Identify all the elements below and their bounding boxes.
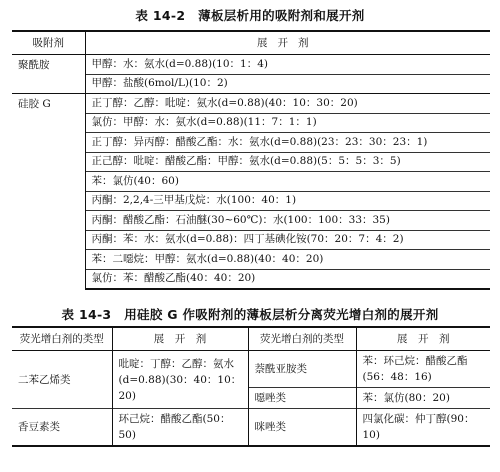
- table-header-row: [12, 31, 490, 55]
- header-type-right: 荧光增白剂的类型: [248, 327, 356, 351]
- developer-cell: 丙酮：2,2,4-三甲基戊烷：水(100：40：1): [85, 191, 490, 211]
- solvent-cell: 苯：环己烷：醋酸乙酯(56：48：16): [356, 351, 490, 388]
- developer-cell: 氯仿：甲醇：水：氨水(d=0.88)(11：7：1：1): [85, 113, 490, 133]
- table-row: [12, 409, 490, 447]
- adsorbent-cell: 聚酰胺: [12, 55, 85, 94]
- developer-cell: 苯：氯仿(40：60): [85, 172, 490, 192]
- solvent-cell: 四氯化碳：仲丁醇(90：10): [356, 409, 490, 447]
- table-14-3: [12, 326, 490, 447]
- solvent-cell: 环己烷：醋酸乙酯(50：50): [112, 409, 248, 447]
- developer-cell: 丙酮：醋酸乙酯：石油醚(30~60℃)：水(100：100：33：35): [85, 211, 490, 231]
- developer-cell: 氯仿：苯：醋酸乙酯(40：40：20): [85, 269, 490, 289]
- header-type-left: 荧光增白剂的类型: [12, 327, 112, 351]
- developer-cell: 正丁醇：异丙醇：醋酸乙酯：水：氨水(d=0.88)(23：23：30：23：1): [85, 133, 490, 153]
- developer-cell: 正己醇：吡啶：醋酸乙酯：甲醇：氨水(d=0.88)(5：5：5：3：5): [85, 152, 490, 172]
- developer-cell: 甲醇：盐酸(6mol/L)(10：2): [85, 74, 490, 94]
- table-header-row: [12, 327, 490, 351]
- type-cell: 香豆素类: [12, 409, 112, 447]
- table-row: [12, 55, 490, 75]
- solvent-cell: 苯：氯仿(80：20): [356, 388, 490, 409]
- type-cell: 二苯乙烯类: [12, 351, 112, 409]
- table-14-2: [12, 30, 490, 290]
- developer-cell: 甲醇：水：氨水(d=0.88)(10：1：4): [85, 55, 490, 75]
- solvent-cell: 吡啶：丁醇：乙醇：氨水(d=0.88)(30：40：10：20): [112, 351, 248, 409]
- table-14-3-title: 表 14-3 用硅胶 G 作吸附剂的薄板层析分离荧光增白剂的展开剂: [61, 307, 439, 322]
- table-row: [12, 351, 490, 388]
- developer-cell: 苯：二噁烷：甲醇：氨水(d=0.88)(40：40：20): [85, 250, 490, 270]
- type-cell: 咪唑类: [248, 409, 356, 447]
- type-cell: 萘酰亚胺类: [248, 351, 356, 388]
- header-solvent-right: 展 开 剂: [356, 327, 490, 351]
- adsorbent-cell: 硅胶 G: [12, 94, 85, 290]
- header-adsorbent: 吸附剂: [12, 31, 85, 55]
- developer-cell: 正丁醇：乙醇：吡啶：氨水(d=0.88)(40：10：30：20): [85, 94, 490, 114]
- table-14-2-title: 表 14-2 薄板层析用的吸附剂和展开剂: [135, 8, 365, 23]
- type-cell: 噁唑类: [248, 388, 356, 409]
- developer-cell: 丙酮：苯：水：氨水(d=0.88)：四丁基碘化铵(70：20：7：4：2): [85, 230, 490, 250]
- table-row: [12, 94, 490, 114]
- header-developer: 展开剂: [85, 31, 490, 55]
- header-solvent-left: 展 开 剂: [112, 327, 248, 351]
